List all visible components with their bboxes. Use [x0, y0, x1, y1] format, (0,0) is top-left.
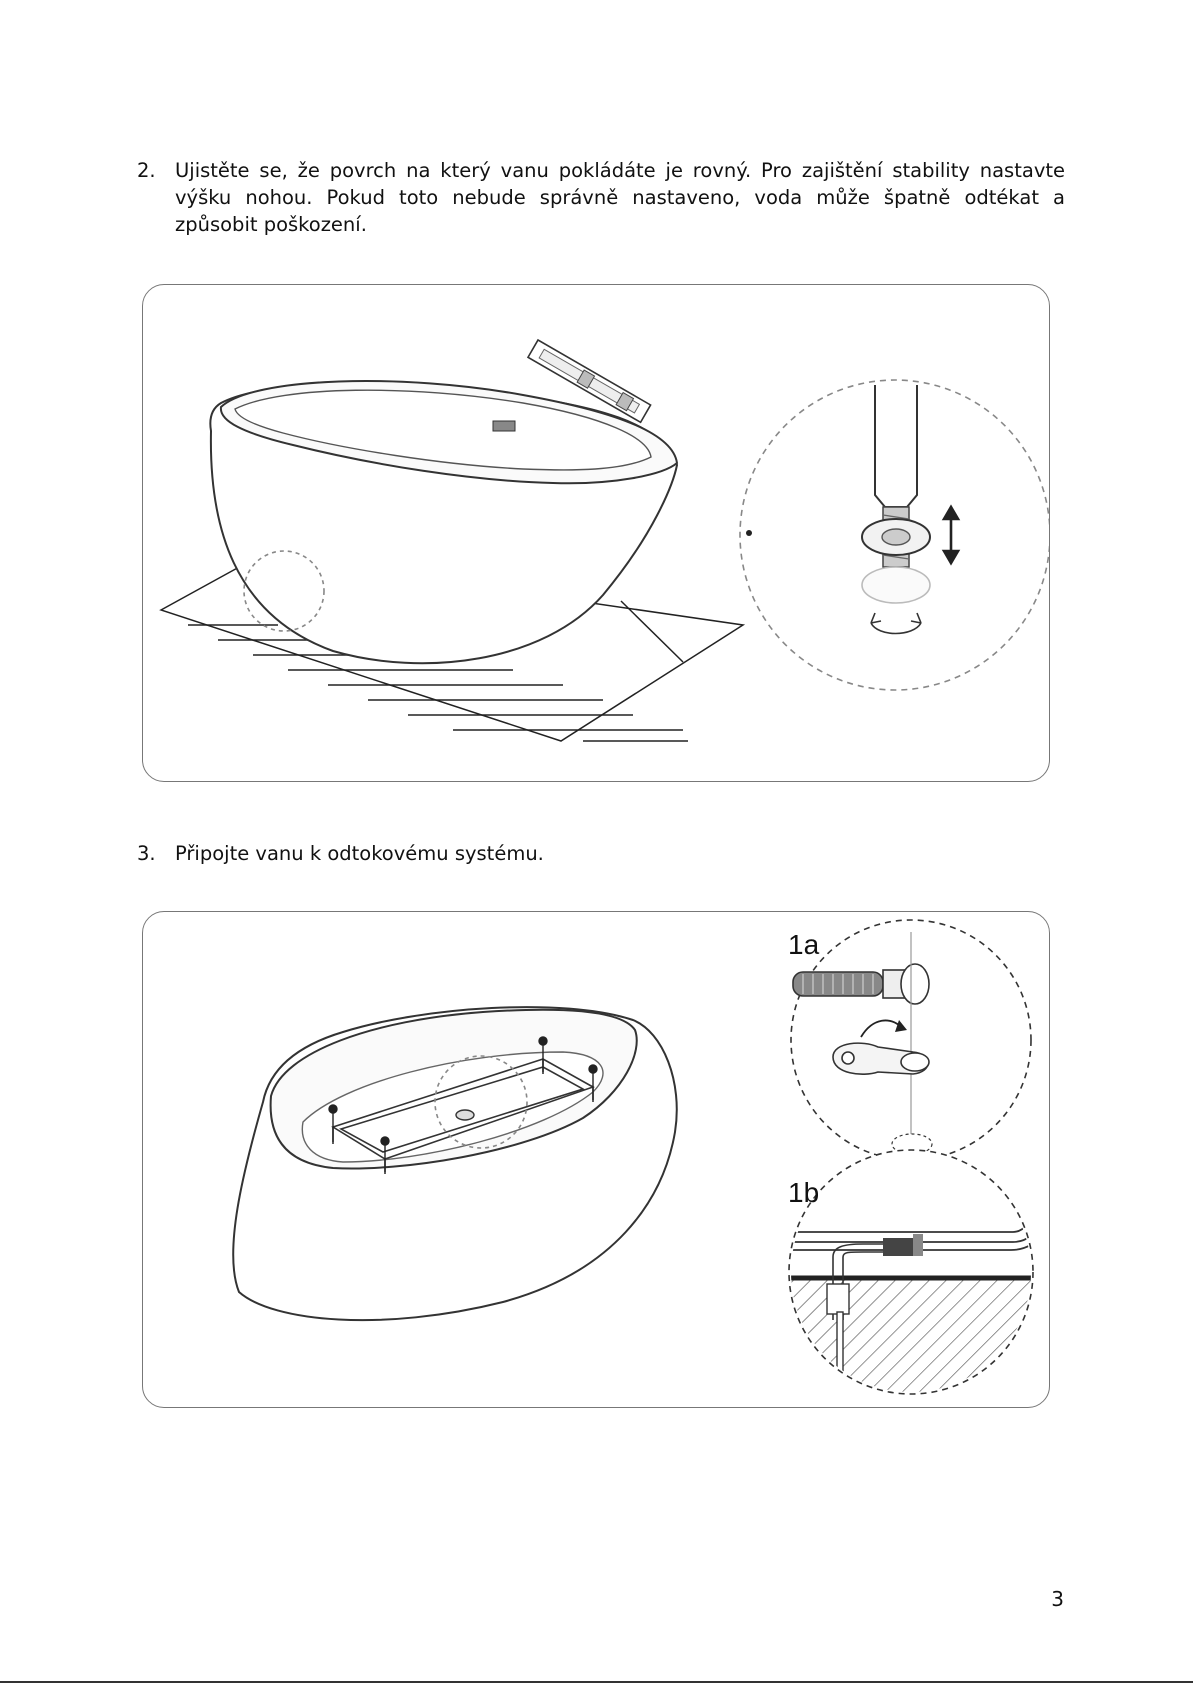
leveling-drawing: [143, 285, 1049, 781]
label-1a: 1a: [788, 929, 820, 960]
bathtub-leveling-illustration: [142, 284, 1050, 782]
drain-connection-illustration: [142, 911, 1050, 1408]
bathtub-top-view-icon: [233, 1007, 677, 1320]
drain-hole-icon: [456, 1110, 474, 1120]
step-text: Ujistěte se, že povrch na který vanu pokládáte je rovný. Pro zajištění stability nastavte výšku nohou. Pokud toto nebude správně nastaveno, voda může špatně odtékat a způsobit poškození.: [175, 159, 1065, 236]
drain-drawing: [143, 912, 1049, 1407]
step-number: 3.: [137, 842, 156, 865]
step-text: Připojte vanu k odtokovému systému.: [175, 842, 544, 865]
page-number: 3: [1051, 1587, 1064, 1611]
bottom-rule: [0, 1681, 1193, 1683]
step-2: [137, 157, 1065, 238]
step-number: 2.: [137, 159, 156, 182]
label-1b: 1b: [788, 1177, 820, 1208]
step-3: [137, 840, 1065, 867]
